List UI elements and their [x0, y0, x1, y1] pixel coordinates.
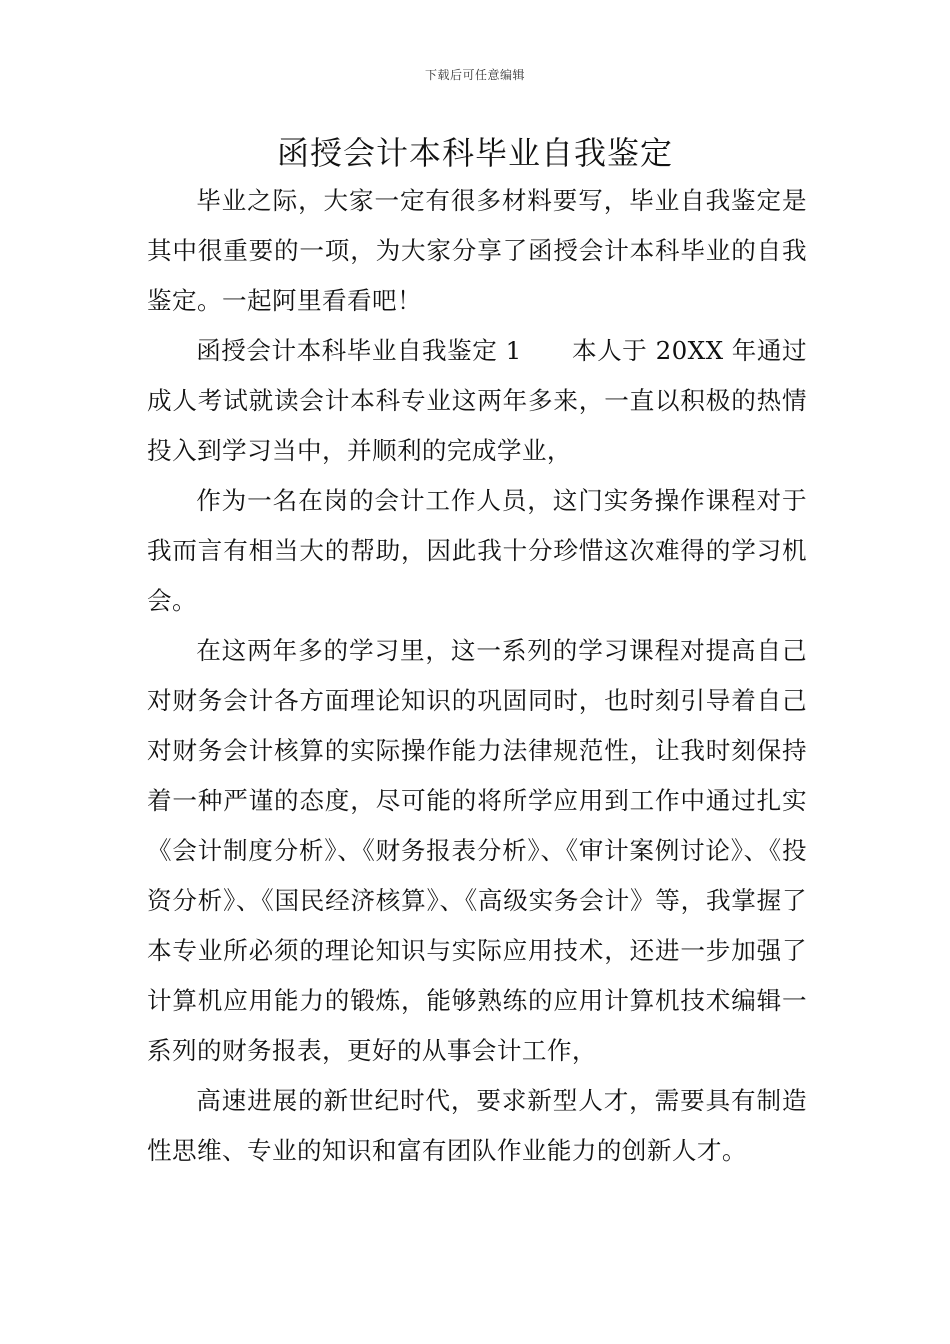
- document-title: 函授会计本科毕业自我鉴定: [276, 134, 673, 172]
- document-body: [147, 176, 807, 1176]
- paragraph-section-1: 函授会计本科毕业自我鉴定 1 本人于 20XX 年通过成人考试就读会计本科专业这两年多来，一直以积极的热情投入到学习当中，并顺利的完成学业，: [147, 336, 807, 465]
- paragraph-work-role: 作为一名在岗的会计工作人员，这门实务操作课程对于我而言有相当大的帮助，因此我十分珍惜这次难得的学习机会。: [147, 486, 807, 615]
- paragraph-study-courses: 在这两年多的学习里，这一系列的学习课程对提高自己对财务会计各方面理论知识的巩固同时，也时刻引导着自己对财务会计核算的实际操作能力法律规范性，让我时刻保持着一种严谨的态度，尽可能的将所学应用到工作中通过扎实《会计制度分析》、《财务报表分析》、《审计案例讨论》、《投资分析》、《国民经济核算》、《高级实务会计》等，我掌握了本专业所必须的理论知识与实际应用技术，还进一步加强了计算机应用能力的锻炼，能够熟练的应用计算机技术编辑一系列的财务报表，更好的从事会计工作，: [147, 636, 807, 1065]
- header-note: 下载后可任意编辑: [424, 68, 525, 82]
- paragraph-new-era: 高速进展的新世纪时代，要求新型人才，需要具有制造性思维、专业的知识和富有团队作业能力的创新人才。: [147, 1086, 807, 1165]
- paragraph-intro: 毕业之际，大家一定有很多材料要写，毕业自我鉴定是其中很重要的一项，为大家分享了函授会计本科毕业的自我鉴定。一起阿里看看吧！: [147, 186, 807, 315]
